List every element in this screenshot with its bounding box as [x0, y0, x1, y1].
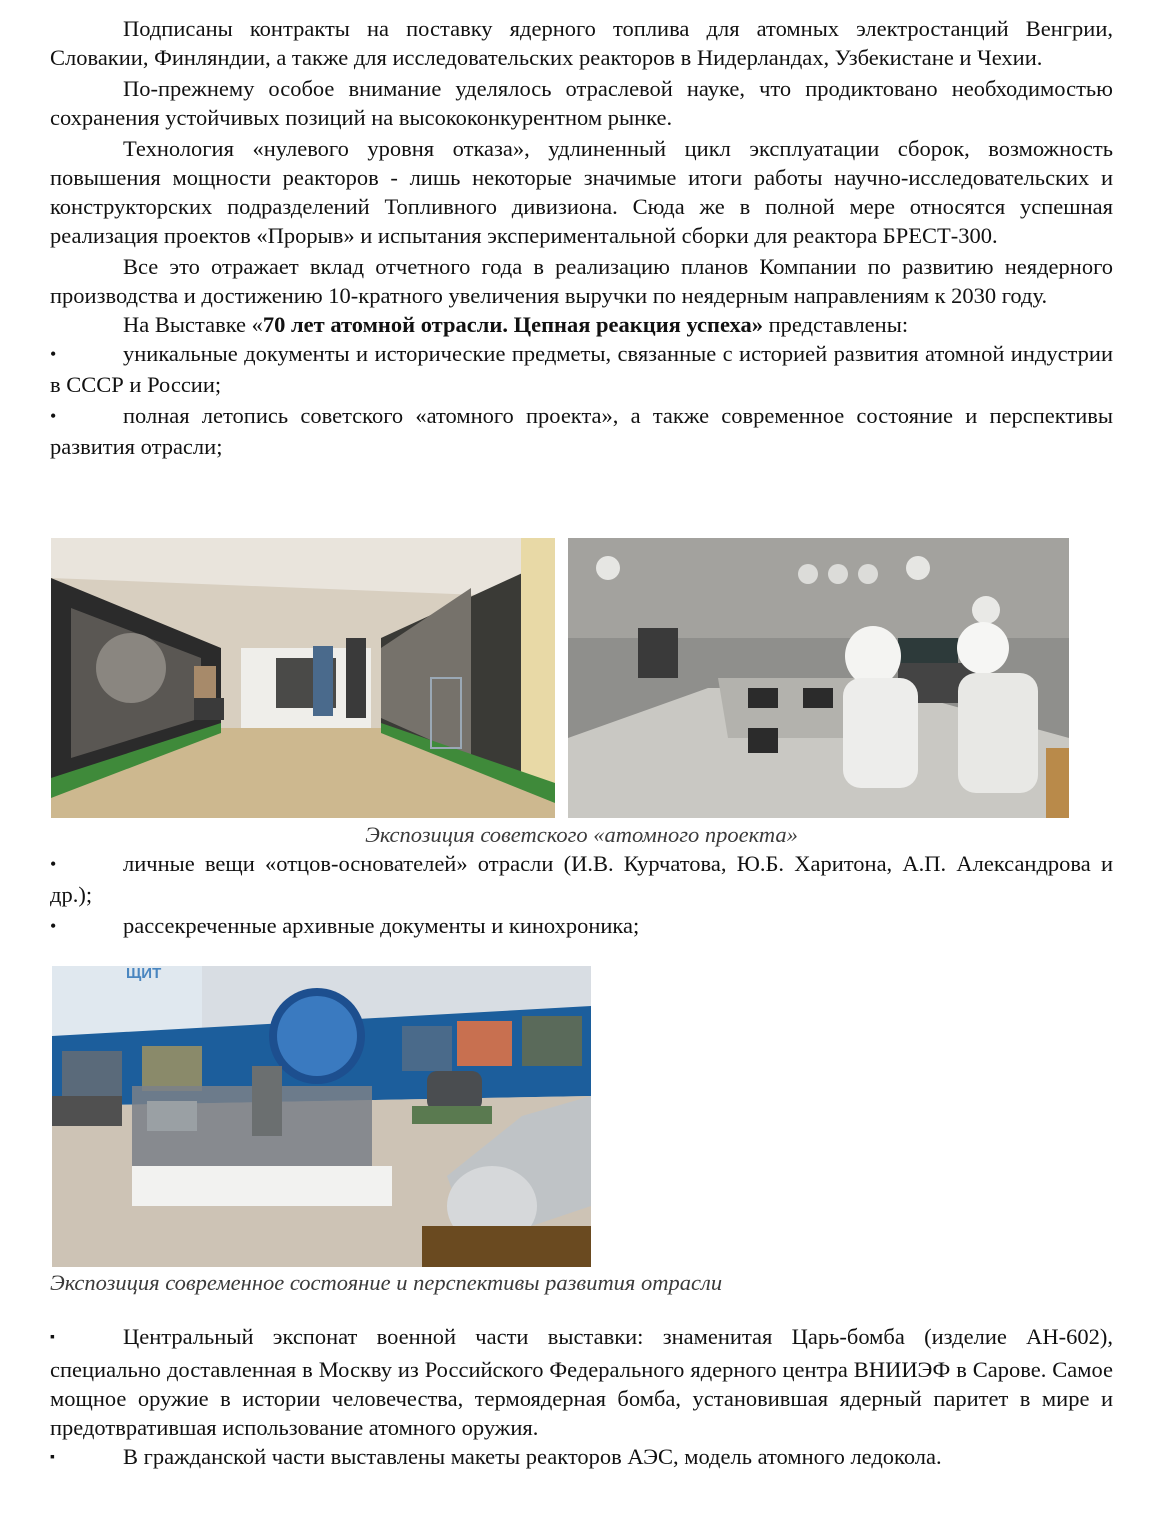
caption-modern-state: Экспозиция современное состояние и перспективы развития отрасли [50, 1270, 723, 1295]
paragraph-contracts: Подписаны контракты на поставку ядерного топлива для атомных электростанций Венгрии, Словакии, Финляндии, а также для исследовательских реакторов в Нидерландах, Узбекистане и Чехии. [50, 16, 1113, 70]
photo-exhibition-corridor [51, 538, 555, 818]
paragraph-exhibition-intro [50, 310, 1113, 339]
list-item [50, 1442, 1113, 1475]
exhibition-title: 70 лет атомной отрасли. Цепная реакция успеха» [262, 312, 763, 337]
exhibition-intro-suffix: представлены: [762, 312, 909, 337]
paragraph-contribution: Все это отражает вклад отчетного года в реализацию планов Компании по развитию неядерного производства и достижению 10-кратного увеличения выручки по неядерным направлениям к 2030 году. [50, 254, 1113, 308]
list-item [50, 401, 1113, 461]
list-item-text: Центральный экспонат военной части выставки: знаменитая Царь-бомба (изделие АН-602), специально доставленная в Москву из Российского Федерального ядерного центра ВНИИЭФ в Сарове. Самое мощное оружие в истории человечества, термоядерная бомба, установившая ядерный паритет в мире и предотвратившая использование атомного оружия. [50, 1324, 1113, 1440]
list-item-text: полная летопись советского «атомного проекта», а также современное состояние и перспективы развития отрасли; [50, 403, 1113, 459]
list-item [50, 911, 1113, 942]
list-item [50, 1322, 1113, 1442]
photo-modern-exhibition [52, 966, 591, 1267]
document-page-bottom [50, 1268, 1113, 1475]
list-item [50, 339, 1113, 399]
list-item-text: В гражданской части выставлены макеты реакторов АЭС, модель атомного ледокола. [123, 1444, 942, 1469]
document-page [50, 14, 1113, 461]
bullet-square-icon: ▪ [50, 1330, 55, 1345]
bullet-dot-icon: • [50, 916, 57, 936]
document-page-middle [50, 820, 1113, 942]
caption-soviet-project: Экспозиция советского «атомного проекта» [365, 822, 798, 847]
bullet-square-icon: ▪ [50, 1450, 55, 1465]
photo-sign-text: ЩИТ [126, 966, 162, 982]
list-item-text: личные вещи «отцов-основателей» отрасли (И.В. Курчатова, Ю.Б. Харитона, А.П. Александрова и др.); [50, 851, 1113, 907]
paragraph-science: По-прежнему особое внимание уделялось отраслевой науке, что продиктовано необходимостью сохранения устойчивых позиций на высококонкурентном рынке. [50, 76, 1113, 130]
list-item [50, 849, 1113, 909]
list-item-text: уникальные документы и исторические предметы, связанные с историей развития атомной индустрии в СССР и России; [50, 341, 1113, 397]
bullet-dot-icon: • [50, 854, 57, 874]
bullet-dot-icon: • [50, 406, 57, 426]
photo-control-room [568, 538, 1069, 818]
exhibition-intro-prefix: На Выставке « [123, 312, 263, 337]
paragraph-technology: Технология «нулевого уровня отказа», удлиненный цикл эксплуатации сборок, возможность повышения мощности реакторов - лишь некоторые значимые итоги работы научно-исследовательских и конструкторских подразделений Топливного дивизиона. Сюда же в полной мере относятся успешная реализация проектов «Прорыв» и испытания экспериментальной сборки для реактора БРЕСТ-300. [50, 136, 1113, 248]
bullet-dot-icon: • [50, 344, 57, 364]
list-item-text: рассекреченные архивные документы и кинохроника; [123, 913, 640, 938]
